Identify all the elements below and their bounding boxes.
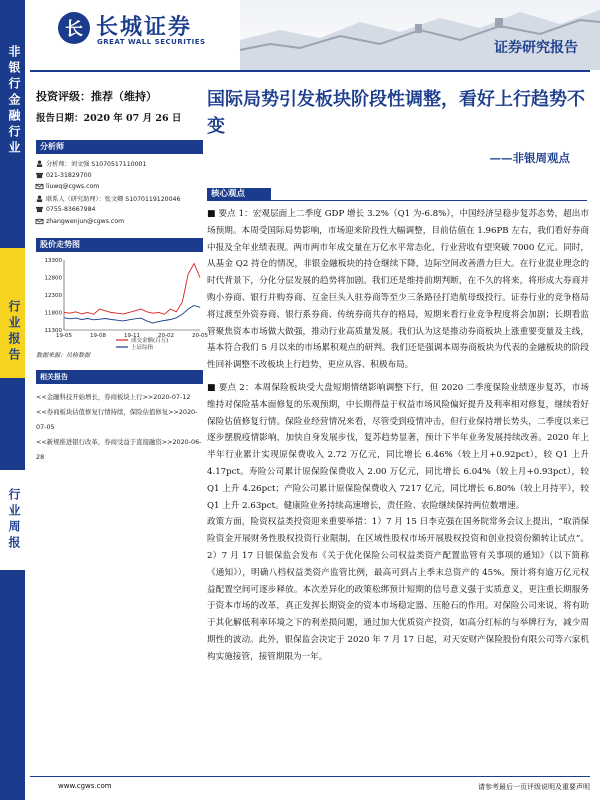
core-views-heading: 核心观点	[207, 188, 271, 201]
related-report-item[interactable]: <<新规推进银行改革，券商受益于直接融资>>2020-06-28	[36, 438, 202, 461]
x-tick-label: 20-02	[158, 333, 174, 339]
side-weekly-label: 行业周报	[7, 488, 21, 552]
core-views-divider	[207, 200, 587, 201]
report-header	[0, 0, 600, 78]
y-tick-label: 11300	[44, 328, 62, 334]
side-industry-label: 非银行金融行业	[7, 45, 21, 157]
contact-row	[36, 181, 206, 193]
side-report-kind-label: 行业报告	[7, 300, 21, 364]
investment-rating: 投资评级：推荐（维持）	[36, 90, 157, 103]
contact-text: 联系人（研究助理）：张文卿 S1070119120046	[46, 195, 181, 203]
bullet-icon: ■	[207, 209, 219, 219]
footer-url[interactable]: www.cgws.com	[58, 782, 112, 790]
chart-source-note: 数据来源：贝格数据	[36, 352, 91, 359]
great-wall-banner	[240, 0, 600, 70]
person-icon	[36, 195, 43, 202]
y-tick-label: 11800	[44, 310, 62, 317]
y-tick-label: 12800	[44, 275, 62, 282]
mail-icon	[36, 183, 43, 190]
y-tick-label: 12300	[44, 293, 62, 299]
point-2-text: 要点 2：本周保险板块受大盘短期情绪影响调整下行，但 2020 二季度保险业绩逐步复苏，市场维持对保险基本面修复的乐观预期，中长期得益于权益市场风险偏好提升及利率相对修复，继续看好保险估值修复行情。保险业经营情况来看，尽管受到疫情冲击，但行业保持增长势头，二季度以来已逐步摆脱疫情影响，加快自身发展步伐，复苏趋势显著，预计下半年业务发展持续改善。2020 年上半年行业累计实现原保费收入 2.72 万亿元，同比增长 6.46%（较上月+0.92pct），较 Q1 上升 4.17pct。寿险公司累计原保险保费收入 2.00 万亿元，同比增长 6.04%（较上月+0.93pct），较 Q1 上升 4.26pct；产险公司累计原保险保费收入 7217 亿元，同比增长 6.80%（较上月持平），较 Q1 上升 2.63pct。健康险业务持续高速增长，责任险、农险继续保持两位数增速。	[207, 382, 589, 511]
x-tick-label: 19-08	[90, 333, 106, 339]
header-divider	[30, 70, 590, 72]
side-band	[0, 0, 25, 800]
series-line-1	[64, 306, 200, 324]
analyst-heading: 分析师	[36, 140, 203, 154]
report-title: 国际局势引发板块阶段性调整，看好上行趋势不变	[207, 89, 585, 137]
contact-text[interactable]: zhangwenjun@cgws.com	[46, 217, 125, 225]
related-report-item[interactable]: <<券商板块估值修复行情持续，保险估值修复>>2020-07-05	[36, 408, 198, 431]
contact-text[interactable]: liuwq@cgws.com	[46, 183, 100, 191]
x-tick-label: 20-05	[192, 333, 208, 339]
legend-label: 上证综指	[131, 345, 154, 351]
legend-label: 成交金额(百万)	[131, 338, 169, 344]
analyst-contacts	[36, 158, 206, 227]
mail-icon	[36, 218, 43, 225]
related-reports-list	[36, 390, 204, 465]
company-logo-mark: 长	[58, 12, 90, 44]
contact-text[interactable]: 0755-83667984	[46, 206, 96, 214]
bullet-icon: ■	[207, 382, 219, 393]
company-logo-name: 长城证券	[96, 14, 193, 40]
point-2-paragraph	[207, 380, 589, 514]
series-line-0	[64, 264, 200, 315]
chart-heading: 股价走势图	[36, 238, 203, 252]
company-logo-english: GREAT WALL SECURITIES	[97, 38, 206, 46]
point-1-text: 要点 1：宏观层面上二季度 GDP 增长 3.2%（Q1 为-6.8%），中国经济呈稳步复苏态势，超出市场预期。本周受国际局势影响，市场迎来阶段性大幅调整，目前估值在 1.96PB 左右，我们看好券商中报及全年业绩表现。两市两市年成交量在万亿水平常态化，行业营收有望突破 7000 亿元。同时，从基金 Q2 持仓的情况，非银金融板块的持仓继续下降，边际空间改善潜力巨大。在行业混业理念的时代背景下，分化分层发展的趋势将加剧。我们还是维持前期判断，在不久的将来，将形成大券商并购小券商、银行并购券商、互金巨头入驻券商等至少三条路径打造航母级投行。证券行业的竞争格局将过渡至外资券商、银行系券商、传统券商共存的格局，短期来看行业竞争程度将会加剧；长期看监管聚焦资本市场做大做强，推动行业高质量发展。我们认为这是推动券商板块上涨重要变量及主线，基本符合我们 5 月以来的市场累积观点的研判。我们还是强调本周券商板块为代表的金融板块的阶段性回补调整不改板块上行趋势，更应从容、积极布局。	[207, 209, 589, 371]
phone-icon	[36, 206, 43, 213]
contact-row	[36, 216, 206, 228]
person-icon	[36, 160, 43, 167]
x-tick-label: 19-11	[124, 333, 140, 339]
contact-text[interactable]: 021-31829700	[46, 171, 92, 179]
x-tick-label: 19-05	[56, 333, 72, 339]
report-subtitle: ——非银周观点	[489, 151, 570, 165]
contact-row	[36, 170, 206, 182]
y-tick-label: 13300	[44, 258, 62, 264]
point-1-paragraph	[207, 206, 589, 374]
policy-paragraph: 政策方面，险资权益类投资迎来重要举措：1）7 月 15 日李克强在国务院常务会议上提出，“取消保险资金开展财务性股权投资行业限制，在区域性股权市场开展股权投资和创业投资份额转让试点”。2）7 月 17 日银保监会发布《关于优化保险公司权益类资产配置监管有关事项的通知》（以下简称《通知》），明确八档权益类资产监管比例，最高可到占上季末总资产的 45%。预计将有逾万亿元权益配置空间可逐步释放。本次差异化的政策松绑预计短期的信号意义强于实质意义，更注重长期服务于资本市场的改革，真正发挥长期资金的资本市场稳定器、压舱石的作用。对保险公司来说，将有助于其化解低利率环境之下的利差损问题，通过加大优质资产投资，如高分红标的与举牌行为，减少周期性的波动。此外，银保监会决定于 2020 年 7 月 17 日起，对天安财产保险股份有限公司等六家机构实施接管，接管期限为一年。	[207, 517, 589, 662]
report-type-label: 证券研究报告	[494, 40, 578, 56]
contact-row	[36, 204, 206, 216]
report-date: 报告日期：2020 年 07 月 26 日	[36, 113, 182, 124]
footer-disclaimer: 请参考最后一页评级说明及重要声明	[478, 783, 590, 791]
footer-divider	[30, 776, 590, 777]
related-reports-heading: 相关报告	[36, 370, 203, 384]
related-report-item[interactable]: <<金融科技开始增长，券商板块上行>>2020-07-12	[36, 393, 191, 401]
phone-icon	[36, 172, 43, 179]
page-footer	[30, 770, 590, 800]
contact-text: 分析师：刘文强 S1070517110001	[46, 161, 147, 169]
contact-row	[36, 193, 206, 205]
core-views-body	[207, 206, 589, 666]
stock-trend-chart	[36, 254, 208, 351]
contact-row	[36, 158, 206, 170]
